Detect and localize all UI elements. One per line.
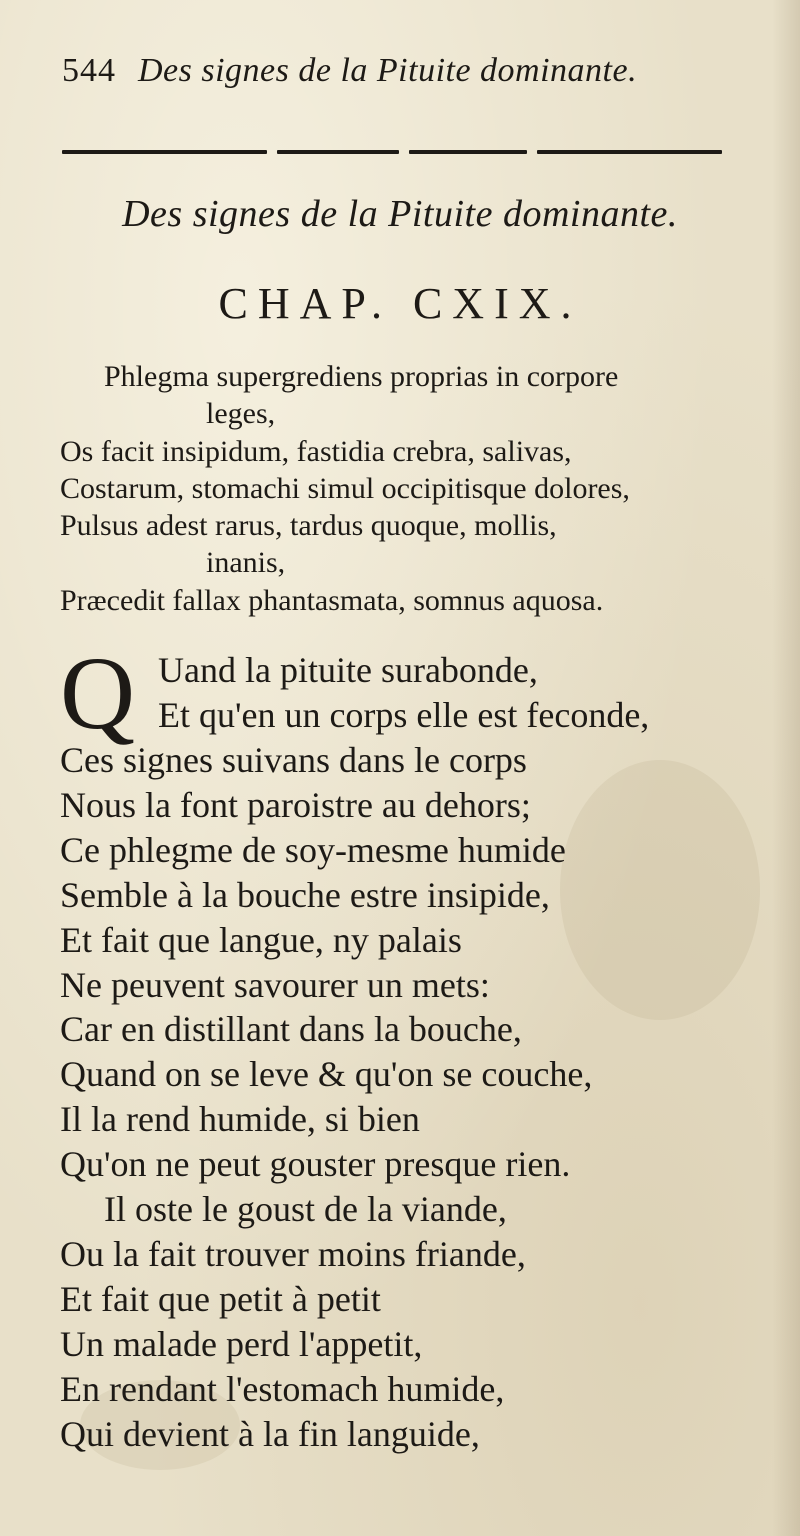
latin-line-text: leges, (206, 397, 276, 431)
verse-line: Quand on se leve & qu'on se couche, (60, 1054, 593, 1095)
verse-line: Un malade perd l'appetit, (60, 1323, 423, 1364)
verse-line: Ces signes suivans dans le corps (60, 740, 527, 780)
drop-cap: Q (60, 636, 136, 751)
latin-line-text: inanis, (206, 546, 286, 580)
verse-line: Qui devient à la fin languide, (60, 1413, 480, 1454)
chapter-title: Des signes de la Pituite dominante. (122, 193, 678, 235)
rule-segment (537, 150, 722, 154)
verse-line: Et fait que petit à petit (60, 1278, 381, 1319)
verse-line: Ne peuvent savourer un mets: (60, 964, 490, 1005)
latin-line (60, 395, 770, 432)
page-number: 544 (62, 52, 116, 89)
verse-line: Et fait que langue, ny palais (60, 919, 462, 960)
ornamental-rule (62, 150, 742, 156)
verse-line: Il oste le goust de la viande, (104, 1189, 507, 1230)
verse-line: Il la rend humide, si bien (60, 1099, 420, 1140)
latin-verse (60, 358, 770, 619)
rule-segment (62, 150, 267, 154)
french-verse (60, 636, 760, 1457)
latin-line: Os facit insipidum, fastidia crebra, salivas, (60, 434, 572, 468)
verse-line: Qu'on ne peut gouster presque rien. (60, 1144, 571, 1185)
verse-line: Ce phlegme de soy-mesme humide (60, 829, 566, 870)
latin-line: Costarum, stomachi simul occipitisque dolores, (60, 471, 630, 505)
rule-segment (409, 150, 527, 154)
drop-cap-lines (158, 648, 649, 738)
verse-line: Et qu'en un corps elle est feconde, (158, 694, 650, 735)
drop-cap-block (60, 636, 760, 751)
verse-line: Nous la font paroistre au dehors; (60, 784, 531, 825)
verse-line: Ou la fait trouver moins friande, (60, 1233, 526, 1274)
chapter-number: CHAP. CXIX. (218, 279, 582, 328)
latin-line: Phlegma supergrediens proprias in corpore (104, 360, 619, 393)
running-head (62, 52, 762, 102)
latin-line: Præcedit fallax phantasmata, somnus aquosa. (60, 583, 604, 617)
verse-line: Uand la pituite surabonde, (158, 650, 538, 690)
latin-line: Pulsus adest rarus, tardus quoque, mollis, (60, 509, 557, 543)
verse-line: Car en distillant dans la bouche, (60, 1009, 522, 1050)
rule-segment (277, 150, 399, 154)
verse-line: En rendant l'estomach humide, (60, 1368, 505, 1409)
running-head-text: Des signes de la Pituite dominante. (138, 52, 638, 89)
verse-line: Semble à la bouche estre insipide, (60, 874, 550, 915)
latin-line (60, 544, 770, 581)
